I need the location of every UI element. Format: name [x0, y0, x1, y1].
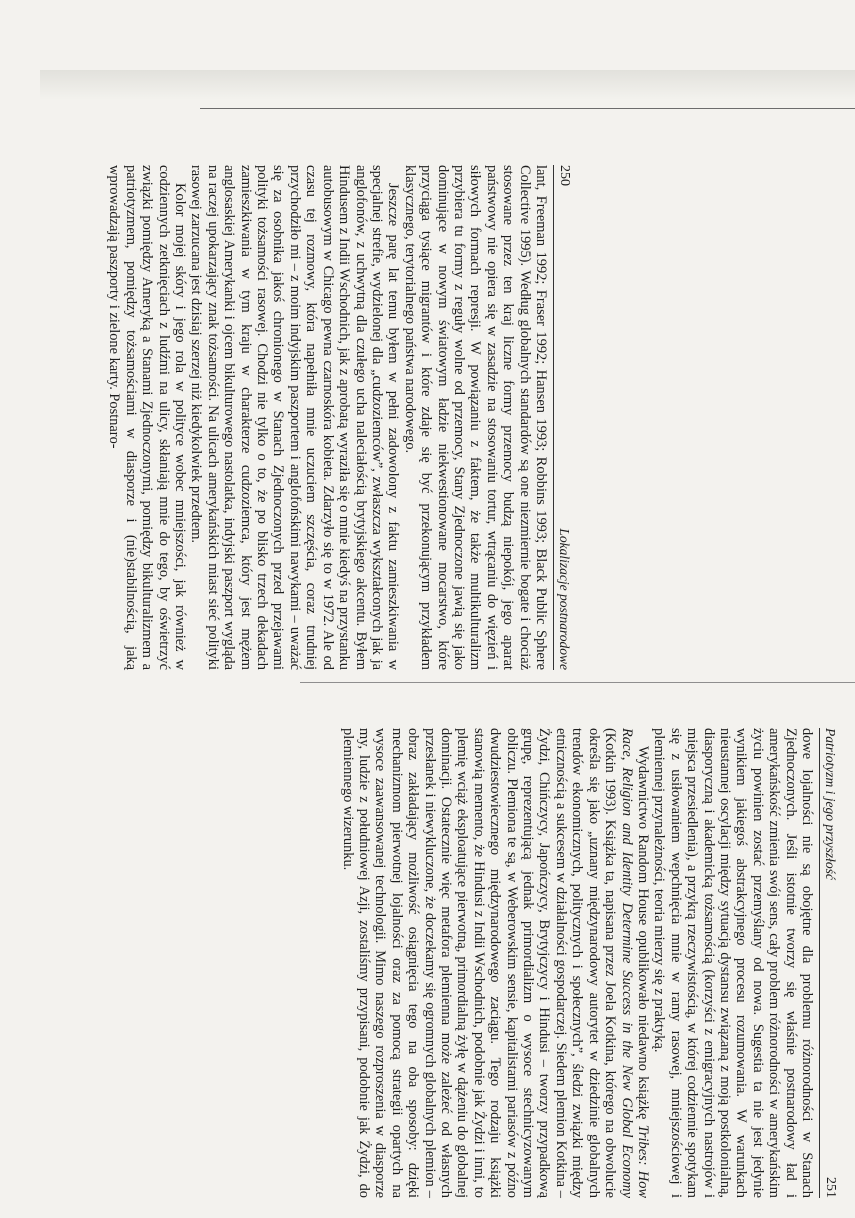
paragraph-lead: Wydawnictwo Random House opublikowało niedawno książkę — [634, 746, 651, 1125]
book-title: Tribes: How Race, Religion and Identity Determine Success in the New Global Economy — [618, 728, 651, 1198]
paragraph: dowe lojalności nie są obojętne dla problemu różnorodności w Stanach Zjednoczonych. Jeśli istotnie tworzy się właśnie postnarodowy ład i amerykańskość zmienia swój sens, cały problem różnorodności w amerykańskim życiu powinien zostać przemyślany od nowa. Sugestia ta nie jest jedynie wynikiem jakiegoś abstrakcyjnego procesu rozumowania. W warunkach nieustannej oscylacji między sytuacją dystansu związaną z moją postkolonialną, diasporyczną i akademicką tożsamością (korzyści z emigracyjnych nastrojów i miejsca przesiedlenia), a przykrą rzeczywistością, w której codziennie spotykam się z usiłowaniem wepchnięcia mnie w ramy rasowej, mniejszościowej i plemiennej przynależności, teoria mierzy się z praktyką. — [651, 728, 815, 1198]
right-page — [18, 728, 838, 1198]
paragraph — [339, 728, 651, 1198]
page-number: 251 — [823, 1177, 838, 1198]
running-header — [553, 165, 572, 670]
page-number: 250 — [557, 165, 572, 186]
page-body — [106, 165, 549, 670]
running-head-title: Patriotyzm i jego przyszłość — [823, 728, 838, 880]
paragraph: Kolor mojej skóry i jego rola w polityce wobec mniejszości, jak również w codziennych zetknięciach z ludźmi na ulicy, skłaniają mnie do tego, by oświetrzyć związki pomiędzy Ameryką a Stanami Zjednoczonymi, pomiędzy bikulturalizmem a patriotyzmem, pomiędzy tożsamościami w diasporze i (nie)stabilnością, jaką wprowadzają paszporty i zielone karty. Postnaro- — [106, 165, 189, 670]
left-page — [106, 165, 572, 670]
page-edge-line — [200, 108, 855, 109]
running-head-title: Lokalizacje postnarodowe — [557, 528, 572, 670]
page-fold-shadow — [40, 70, 855, 100]
gutter-line — [300, 682, 855, 683]
paragraph: Jeszcze parę lat temu byłem w pełni zadowolony z faktu zamieszkiwania w specjalnej strefie, wydzielonej dla „cudzoziemców”, zwłaszcza wykształconych jak ja anglofonów, z uchwytną dla czułego ucha naleciałością brytyjskiego akcentu. Byłem Hindusem z Indii Wschodnich, jak z aprobatą wyraziła się o mnie kiedyś na przystanku autobusowym w Chicago pewna czarnoskóra kobieta. Zdarzyło się to w 1972. Ale od czasu tej rozmowy, która napełniła mnie uczuciem szczęścia, coraz trudniej przychodziło mi – z moim indyjskim paszportem i anglofońskimi nawykami – uważać się za osobnika jakoś chronionego w Stanach Zjednoczonych przed przejawami polityki tożsamości rasowej. Chodzi nie tylko o to, że po blisko trzech dekadach zamieszkiwania w tym kraju w charakterze cudzoziemca, który jest mężem anglosaskiej Amerykanki i ojcem bikulturowego nastolatka, indyjski paszport wygląda na raczej upokarzający znak tożsamości. Na ulicach amerykańskich miast sieć polityki rasowej zarzucana jest dzisiaj szerzej niż kiedykolwiek przedtem. — [188, 165, 402, 670]
paragraph-rest: (Kotkin 1993). Książka ta, napisana przez Joela Kotkina, którego na obwolucie określa się jako „uznany międzynarodowy autorytet w dziedzinie globalnych trendów ekonomicznych, politycznych i społecznych”, śledzi związki między etnicznością a sukcesem w działalności gospodarczej. Siedem plemion Kotkina – Żydzi, Chińczycy, Japończycy, Brytyjczycy i Hindusi – tworzy przypadkową grupę, reprezentującą jednak primordializm o wysoce stechnicyzowanym obliczu. Plemiona te są, w Weberowskim sensie, kapitalistami pariasów z późno dwudziestowiecznego międzynarodowego zaciągu. Tego rodzaju książki stanowią memento, że Hindusi z Indii Wschodnich, podobnie jak Żydzi i inni, to plemię wciąż eksploatujące pierwotną, primordialną żyłę w dążeniu do globalnej dominacji. Ostatecznie więc metafora plemienna może zależeć od własnych przesłanek i niewykluczone, że doczekamy się ogromnych globalnych plemion – obraz zakładający możliwość osiągnięcia tego na oba sposoby: dzięki mechanizmom pierwotnej lojalności oraz za pomocą strategii opartych na wysoce zaawansowanej technologii. Mimo naszego rozproszenia w diasporze my, ludzie z południowej Azji, zostaliśmy przypisani, podobnie jak Żydzi, do plemiennego wizerunku. — [339, 728, 619, 1198]
running-header — [819, 728, 838, 1198]
page-body — [339, 728, 815, 1198]
paragraph: lant, Freeman 1992; Fraser 1992; Hansen 1993; Robbins 1993; Black Public Sphere Collective 1995). Według globalnych standardów są one niezmiernie bogate i chociaż stosowane przez ten kraj liczne formy przemocy budzą niepokój, jego aparat państwowy nie opiera się w zasadzie na stosowaniu tortur, wtrącaniu do więzień i siłowych formach represji. W powiązaniu z faktem, że także multikulturalizm przybiera tu formy z reguły wolne od przemocy, Stany Zjednoczone jawią się jako dominujące w nowym światowym ładzie niekwestionowane mocarstwo, które przyciąga tysiące migrantów i które zdaje się być przekonującym przykładem klasycznego, terytorialnego państwa narodowego. — [401, 165, 549, 670]
